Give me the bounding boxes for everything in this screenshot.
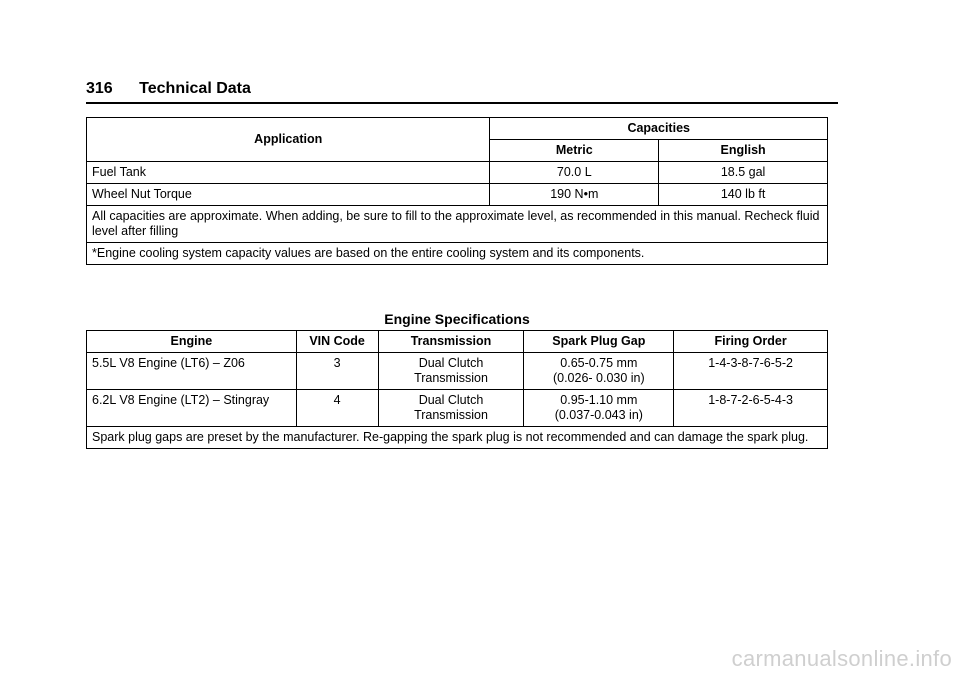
firing-order-cell: 1-4-3-8-7-6-5-2 <box>674 353 828 390</box>
capacities-table <box>86 117 828 265</box>
vin-cell: 4 <box>296 390 378 427</box>
engine-specs-title: Engine Specifications <box>384 311 530 327</box>
metric-cell: 70.0 L <box>490 162 659 184</box>
section-title: Technical Data <box>139 80 251 97</box>
table-row <box>87 353 828 390</box>
note-row <box>87 206 828 243</box>
table-row <box>87 162 828 184</box>
engine-cell: 5.5L V8 Engine (LT6) – Z06 <box>87 353 297 390</box>
col-vin-header: VIN Code <box>296 331 378 353</box>
english-cell: 140 lb ft <box>659 184 828 206</box>
english-cell: 18.5 gal <box>659 162 828 184</box>
watermark: carmanualsonline.info <box>731 646 952 671</box>
gap-cell <box>524 390 674 427</box>
engine-cell: 6.2L V8 Engine (LT2) – Stingray <box>87 390 297 427</box>
cooling-note: *Engine cooling system capacity values are based on the entire cooling system and its components. <box>87 243 828 265</box>
engine-header-row <box>87 331 828 353</box>
transmission-cell: Dual Clutch Transmission <box>378 353 524 390</box>
table-row <box>87 184 828 206</box>
col-engine-header: Engine <box>87 331 297 353</box>
firing-order-cell: 1-8-7-2-6-5-4-3 <box>674 390 828 427</box>
col-capacities-header: Capacities <box>490 118 828 140</box>
col-metric-header: Metric <box>490 140 659 162</box>
page-number: 316 <box>86 80 113 97</box>
spark-plug-note: Spark plug gaps are preset by the manufacturer. Re-gapping the spark plug is not recommended and can damage the spark plug. <box>87 427 828 449</box>
note-row <box>87 243 828 265</box>
table-row <box>87 390 828 427</box>
col-application-header: Application <box>87 118 490 162</box>
application-cell: Wheel Nut Torque <box>87 184 490 206</box>
capacities-header-row <box>87 118 828 140</box>
capacities-note: All capacities are approximate. When adding, be sure to fill to the approximate level, as recommended in this manual. Recheck fluid level after filling <box>87 206 828 243</box>
engine-specs-table <box>86 330 828 449</box>
note-row <box>87 427 828 449</box>
transmission-cell: Dual Clutch Transmission <box>378 390 524 427</box>
gap-in: (0.026- 0.030 in) <box>552 371 645 385</box>
gap-mm: 0.65-0.75 mm <box>560 356 638 370</box>
gap-in: (0.037-0.043 in) <box>554 408 643 422</box>
gap-cell <box>524 353 674 390</box>
col-english-header: English <box>659 140 828 162</box>
col-firing-header: Firing Order <box>674 331 828 353</box>
metric-cell: 190 N•m <box>490 184 659 206</box>
page-header <box>86 80 838 104</box>
col-gap-header: Spark Plug Gap <box>524 331 674 353</box>
col-transmission-header: Transmission <box>378 331 524 353</box>
gap-mm: 0.95-1.10 mm <box>560 393 638 407</box>
application-cell: Fuel Tank <box>87 162 490 184</box>
vin-cell: 3 <box>296 353 378 390</box>
